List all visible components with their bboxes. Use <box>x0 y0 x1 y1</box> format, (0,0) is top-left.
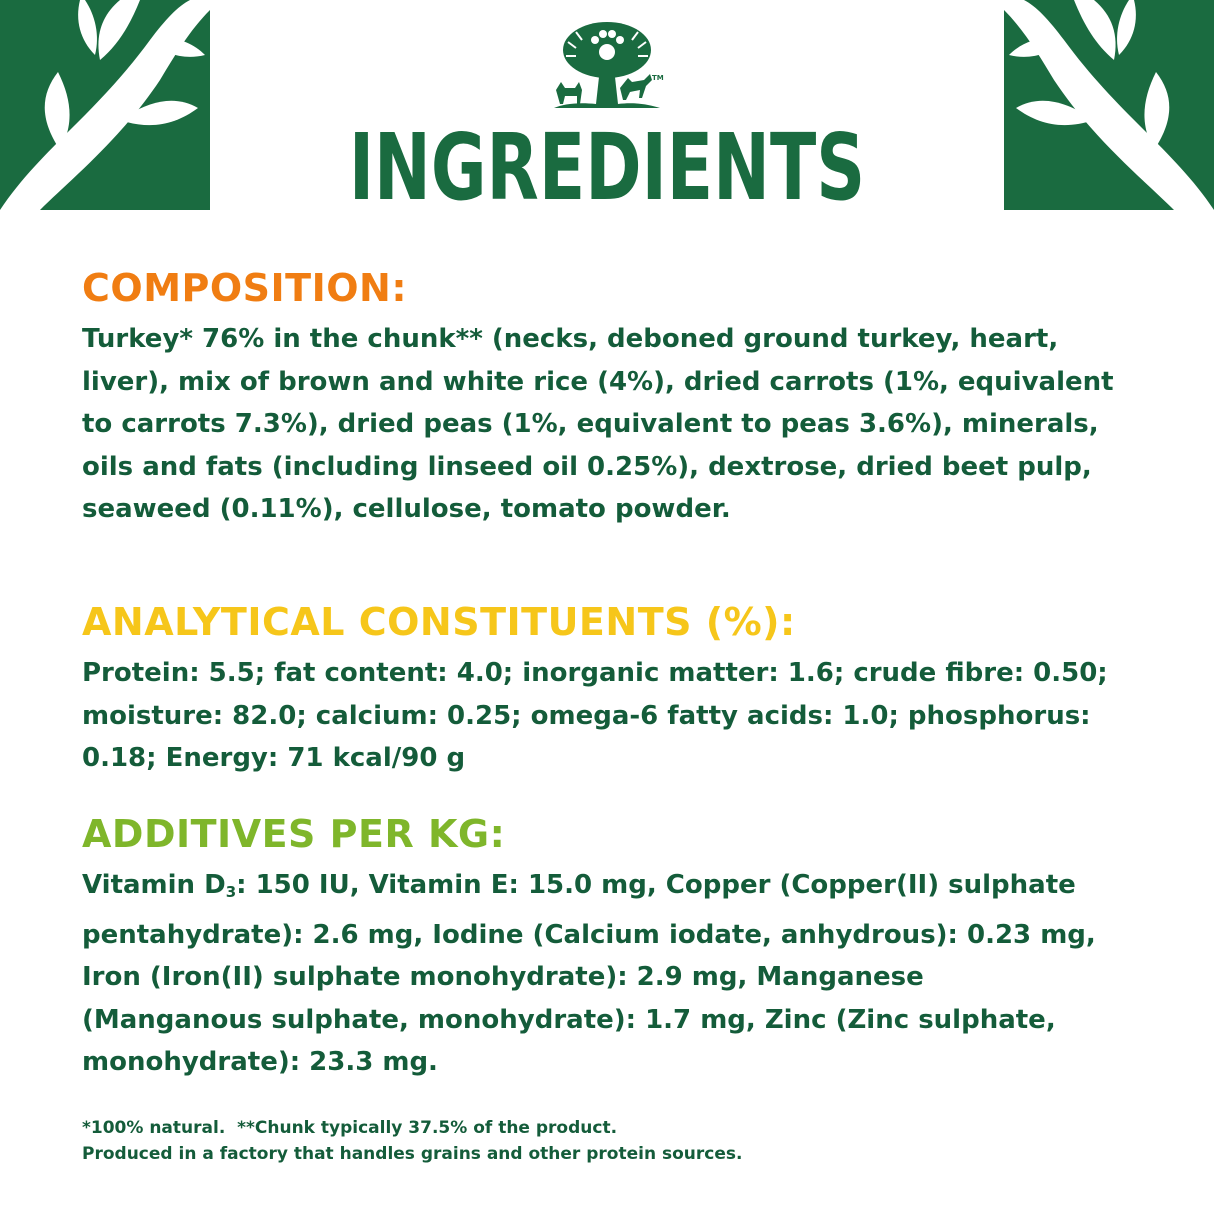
composition-line: seaweed (0.11%), cellulose, tomato powder. <box>82 494 731 524</box>
composition-section <box>82 258 1154 531</box>
analytical-line: 0.18; Energy: 71 kcal/90 g <box>82 743 466 773</box>
analytical-section <box>82 592 1154 780</box>
tree-with-paw-cat-dog-logo <box>548 18 666 114</box>
vitamin-d-label: Vitamin D <box>82 870 226 900</box>
analytical-line: Protein: 5.5; fat content: 4.0; inorganic matter: 1.6; crude fibre: 0.50; <box>82 658 1108 688</box>
composition-line: Turkey* 76% in the chunk** (necks, deboned ground turkey, heart, <box>82 324 1059 354</box>
composition-line: to carrots 7.3%), dried peas (1%, equivalent to peas 3.6%), minerals, <box>82 409 1099 439</box>
additives-line: (Manganous sulphate, monohydrate): 1.7 mg, Zinc (Zinc sulphate, <box>82 1004 1056 1035</box>
additives-line-rest: : 150 IU, Vitamin E: 15.0 mg, Copper (Copper(II) sulphate <box>236 870 1076 900</box>
analytical-text <box>82 652 1154 780</box>
analytical-line: moisture: 82.0; calcium: 0.25; omega-6 fatty acids: 1.0; phosphorus: <box>82 700 1091 731</box>
page-title: INGREDIENTS <box>348 114 866 221</box>
additives-heading: ADDITIVES PER KG: <box>82 812 506 856</box>
vitamin-d-subscript: 3 <box>225 883 237 901</box>
analytical-heading: ANALYTICAL CONSTITUENTS (%): <box>82 600 796 644</box>
additives-line: Iron (Iron(II) sulphate monohydrate): 2.9 mg, Manganese <box>82 962 924 992</box>
composition-line: liver), mix of brown and white rice (4%), dried carrots (1%, equivalent <box>82 366 1114 397</box>
additives-text <box>82 864 1154 1084</box>
additives-line: monohydrate): 23.3 mg. <box>82 1047 438 1077</box>
composition-line: oils and fats (including linseed oil 0.25%), dextrose, dried beet pulp, <box>82 451 1092 482</box>
footnote-line: Produced in a factory that handles grains and other protein sources. <box>82 1144 743 1164</box>
footnote-line: *100% natural. **Chunk typically 37.5% of the product. <box>82 1118 618 1138</box>
footnotes <box>82 1115 742 1167</box>
additives-line <box>82 870 1076 900</box>
composition-heading: COMPOSITION: <box>82 266 408 310</box>
additives-line: pentahydrate): 2.6 mg, Iodine (Calcium iodate, anhydrous): 0.23 mg, <box>82 919 1096 950</box>
composition-text <box>82 318 1154 531</box>
trademark-symbol: TM <box>652 74 664 82</box>
additives-section <box>82 804 1154 1084</box>
